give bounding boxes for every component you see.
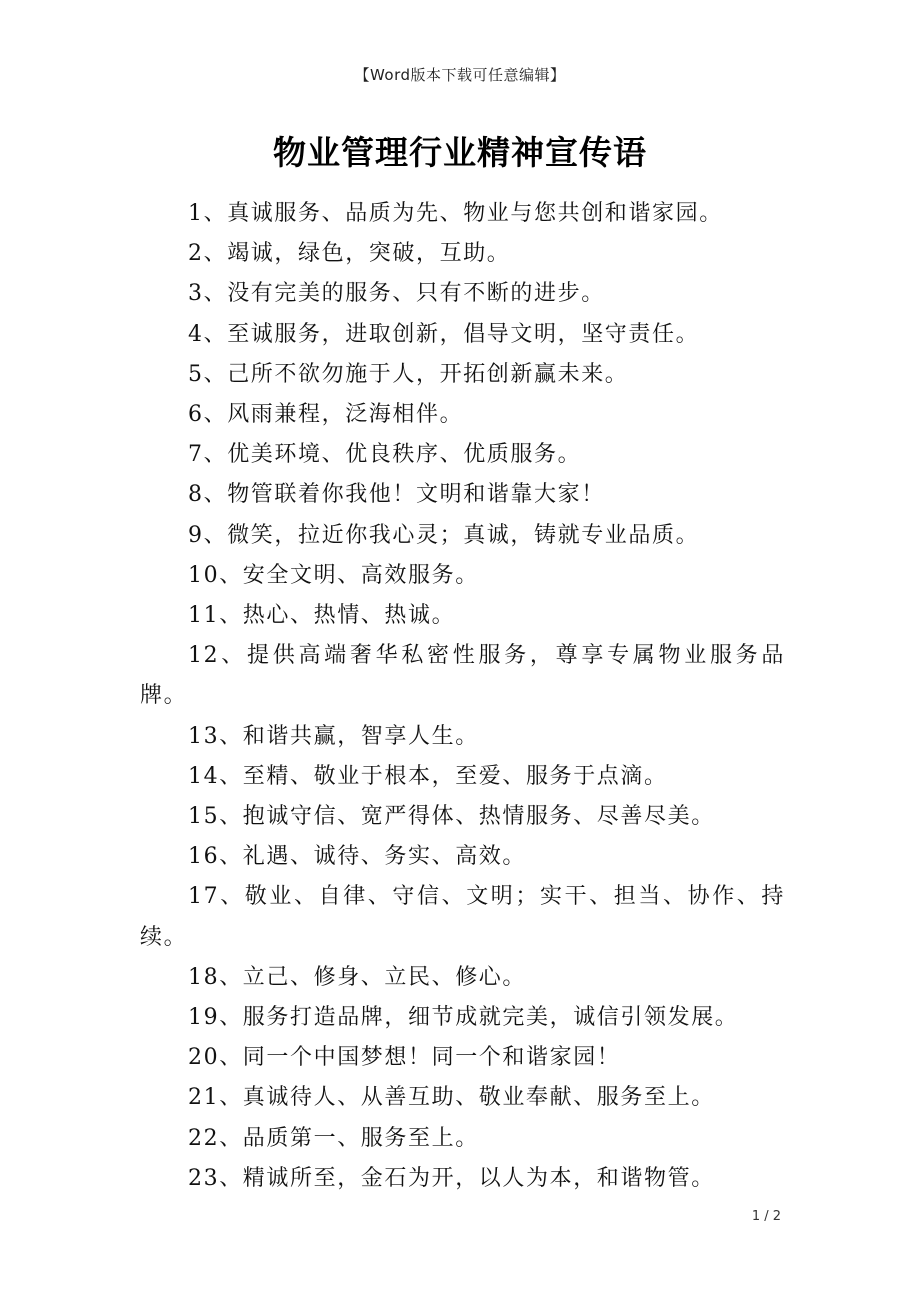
list-item: 15、抱诚守信、宽严得体、热情服务、尽善尽美。 <box>188 804 715 830</box>
list-item: 3、没有完美的服务、只有不断的进步。 <box>188 281 605 307</box>
list-item: 9、微笑，拉近你我心灵；真诚，铸就专业品质。 <box>188 522 700 548</box>
list-item: 18、立己、修身、立民、修心。 <box>188 964 526 990</box>
list-item: 22、品质第一、服务至上。 <box>188 1125 479 1151</box>
list-item: 1、真诚服务、品质为先、物业与您共创和谐家园。 <box>188 201 723 226</box>
list-item: 10、安全文明、高效服务。 <box>188 562 479 588</box>
list-item: 11、热心、热情、热诚。 <box>188 603 456 629</box>
list-item: 14、至精、敬业于根本，至爱、服务于点滴。 <box>188 763 668 789</box>
slogan-list <box>140 194 785 1199</box>
list-item: 2、竭诚，绿色，突破，互助。 <box>188 241 511 267</box>
page-number: 1 / 2 <box>751 1209 781 1224</box>
list-item: 21、真诚待人、从善互助、敬业奉献、服务至上。 <box>188 1085 715 1111</box>
page-title: 物业管理行业精神宣传语 <box>273 133 647 172</box>
list-item: 8、物管联着你我他！文明和谐靠大家！ <box>188 482 605 508</box>
list-item: 6、风雨兼程，泛海相伴。 <box>188 402 464 428</box>
list-item: 19、服务打造品牌，细节成就完美，诚信引领发展。 <box>188 1005 739 1031</box>
list-item: 12、提供高端奢华私密性服务，尊享专属物业服务品牌。 <box>140 643 785 709</box>
list-item: 16、礼遇、诚待、务实、高效。 <box>188 844 526 870</box>
list-item: 23、精诚所至，金石为开，以人为本，和谐物管。 <box>188 1165 715 1191</box>
list-item: 7、优美环境、优良秩序、优质服务。 <box>188 442 582 468</box>
list-item: 4、至诚服务，进取创新，倡导文明，坚守责任。 <box>188 321 700 347</box>
list-item: 20、同一个中国梦想！同一个和谐家园！ <box>188 1045 621 1071</box>
download-note: 【Word版本下载可任意编辑】 <box>354 66 566 84</box>
list-item: 5、己所不欲勿施于人，开拓创新赢未来。 <box>188 361 629 387</box>
list-item: 13、和谐共赢，智享人生。 <box>188 723 479 749</box>
list-item: 17、敬业、自律、守信、文明；实干、担当、协作、持续。 <box>140 884 785 950</box>
